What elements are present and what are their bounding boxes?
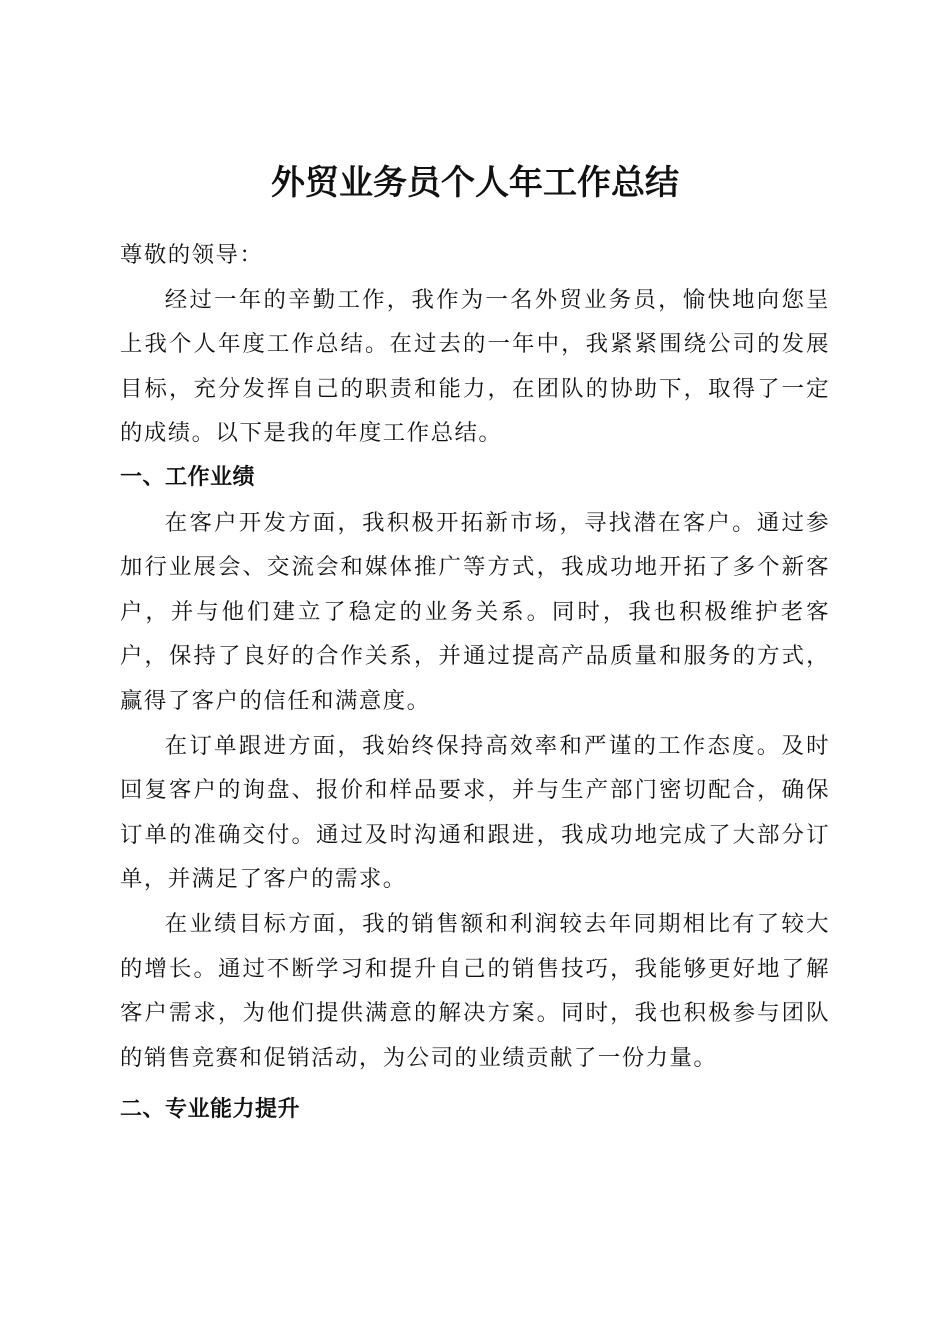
document-body xyxy=(120,233,830,1133)
salutation: 尊敬的领导： xyxy=(120,242,264,268)
intro-paragraph: 经过一年的辛勤工作，我作为一名外贸业务员，愉快地向您呈上我个人年度工作总结。在过去的一年中，我紧紧围绕公司的发展目标，充分发挥自己的职责和能力，在团队的协助下，取得了一定的成绩。以下是我的年度工作总结。 xyxy=(120,286,830,447)
document-title: 外贸业务员个人年工作总结 xyxy=(271,162,679,203)
paragraph-client-development: 在客户开发方面，我积极开拓新市场，寻找潜在客户。通过参加行业展会、交流会和媒体推广等方式，我成功地开拓了多个新客户，并与他们建立了稳定的业务关系。同时，我也积极维护老客户，保持了良好的合作关系，并通过提高产品质量和服务的方式，赢得了客户的信任和满意度。 xyxy=(120,509,830,714)
section-heading-skill-improvement: 二、专业能力提升 xyxy=(120,1097,301,1123)
section-heading-work-performance: 一、工作业绩 xyxy=(120,464,256,490)
paragraph-order-followup: 在订单跟进方面，我始终保持高效率和严谨的工作态度。及时回复客户的询盘、报价和样品要求，并与生产部门密切配合，确保订单的准确交付。通过及时沟通和跟进，我成功地完成了大部分订单，并满足了客户的需求。 xyxy=(120,732,830,893)
paragraph-performance-goals: 在业绩目标方面，我的销售额和利润较去年同期相比有了较大的增长。通过不断学习和提升自己的销售技巧，我能够更好地了解客户需求，为他们提供满意的解决方案。同时，我也积极参与团队的销售竞赛和促销活动，为公司的业绩贡献了一份力量。 xyxy=(120,910,830,1071)
